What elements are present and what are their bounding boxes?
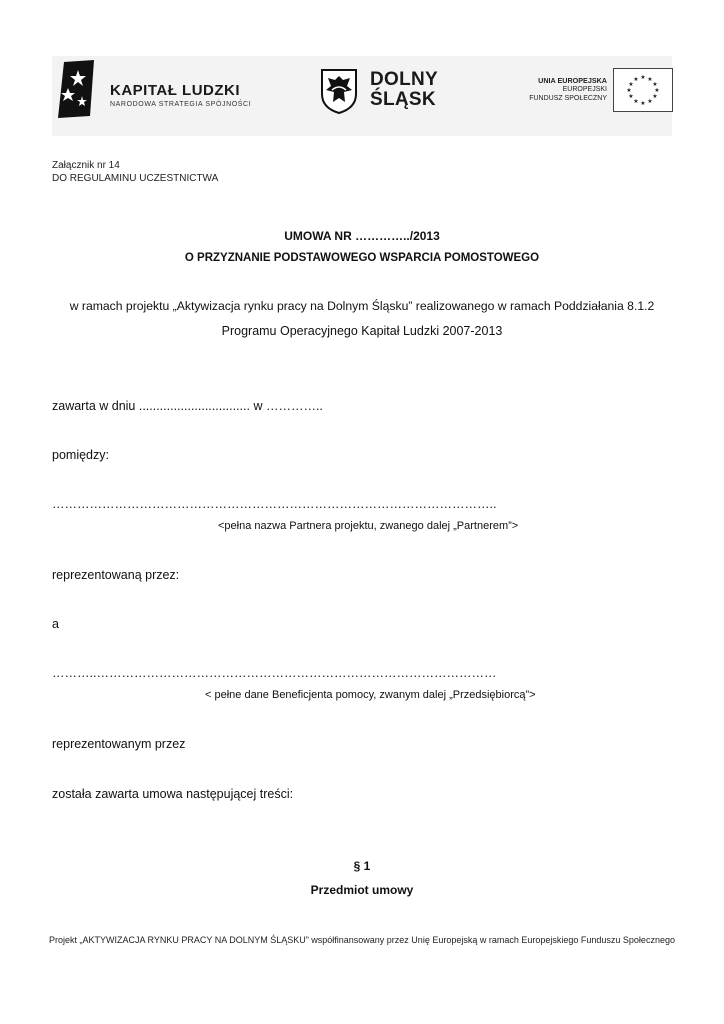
section-number: § 1 (353, 859, 371, 873)
eu-logo (525, 68, 675, 114)
concluded-line: zawarta w dniu ................................ w ………….. (52, 399, 323, 413)
dolny-slask-wordmark (370, 70, 438, 110)
beneficiary-dots-line: ………..…………………………………………………………………………………… (52, 666, 497, 680)
section-title: Przedmiot umowy (310, 883, 414, 897)
svg-text:★: ★ (654, 87, 660, 94)
contract-subtitle: O PRZYZNANIE PODSTAWOWEGO WSPARCIA POMOSTOWEGO (184, 252, 540, 264)
svg-text:★: ★ (647, 98, 653, 105)
svg-text:★: ★ (628, 93, 634, 100)
annex-regulation: DO REGULAMINU UCZESTNICTWA (52, 173, 219, 184)
svg-text:★: ★ (640, 100, 646, 107)
eu-line2: EUROPEJSKI (562, 86, 607, 93)
content-intro: została zawarta umowa następującej treści: (52, 787, 294, 801)
between-label: pomiędzy: (52, 448, 109, 462)
eu-text-block (525, 76, 607, 103)
svg-text:★: ★ (626, 87, 632, 94)
eu-line3: FUNDUSZ SPOŁECZNY (529, 95, 607, 102)
svg-text:★: ★ (652, 81, 658, 88)
represented-by-2: reprezentowanym przez (52, 737, 186, 751)
dolny-slask-line1: DOLNY (370, 69, 438, 90)
contract-title: UMOWA NR …………../2013 (284, 229, 440, 243)
project-line1: w ramach projektu „Aktywizacja rynku pracy na Dolnym Śląsku” realizowanego w ramach Poddziałania 8.1.2 (69, 299, 655, 313)
eagle-coat-of-arms-icon (320, 68, 358, 114)
kapital-ludzki-logo (56, 60, 256, 120)
eu-flag-stars-icon (613, 68, 673, 112)
project-line2: Programu Operacyjnego Kapitał Ludzki 2007-2013 (221, 324, 503, 338)
annex-number: Załącznik nr 14 (52, 160, 120, 171)
kapital-ludzki-emblem-icon (56, 60, 100, 118)
and-label: a (52, 617, 59, 631)
svg-text:★: ★ (647, 76, 653, 83)
kapital-ludzki-title: KAPITAŁ LUDZKI (110, 82, 241, 99)
eu-line1: UNIA EUROPEJSKA (538, 76, 607, 85)
kapital-ludzki-subtitle: NARODOWA STRATEGIA SPÓJNOŚCI (110, 101, 252, 108)
svg-text:★: ★ (640, 74, 646, 81)
partner-dots-line: …………………………………………………………………………………………….. (52, 497, 497, 511)
beneficiary-caption: < pełne dane Beneficjenta pomocy, zwanym dalej „Przedsiębiorcą”> (205, 689, 536, 701)
svg-text:★: ★ (628, 81, 634, 88)
dolny-slask-logo (320, 66, 460, 120)
represented-by-1: reprezentowaną przez: (52, 568, 180, 582)
svg-text:★: ★ (652, 93, 658, 100)
svg-text:★: ★ (633, 98, 639, 105)
dolny-slask-line2: ŚLĄSK (370, 89, 436, 110)
footer-text: Projekt „AKTYWIZACJA RYNKU PRACY NA DOLNYM ŚLĄSKU” współfinansowany przez Unię Europejską w ramach Europejskiego Funduszu Społecznego (49, 935, 675, 945)
partner-caption: <pełna nazwa Partnera projektu, zwanego dalej „Partnerem”> (218, 520, 519, 532)
svg-text:★: ★ (633, 76, 639, 83)
